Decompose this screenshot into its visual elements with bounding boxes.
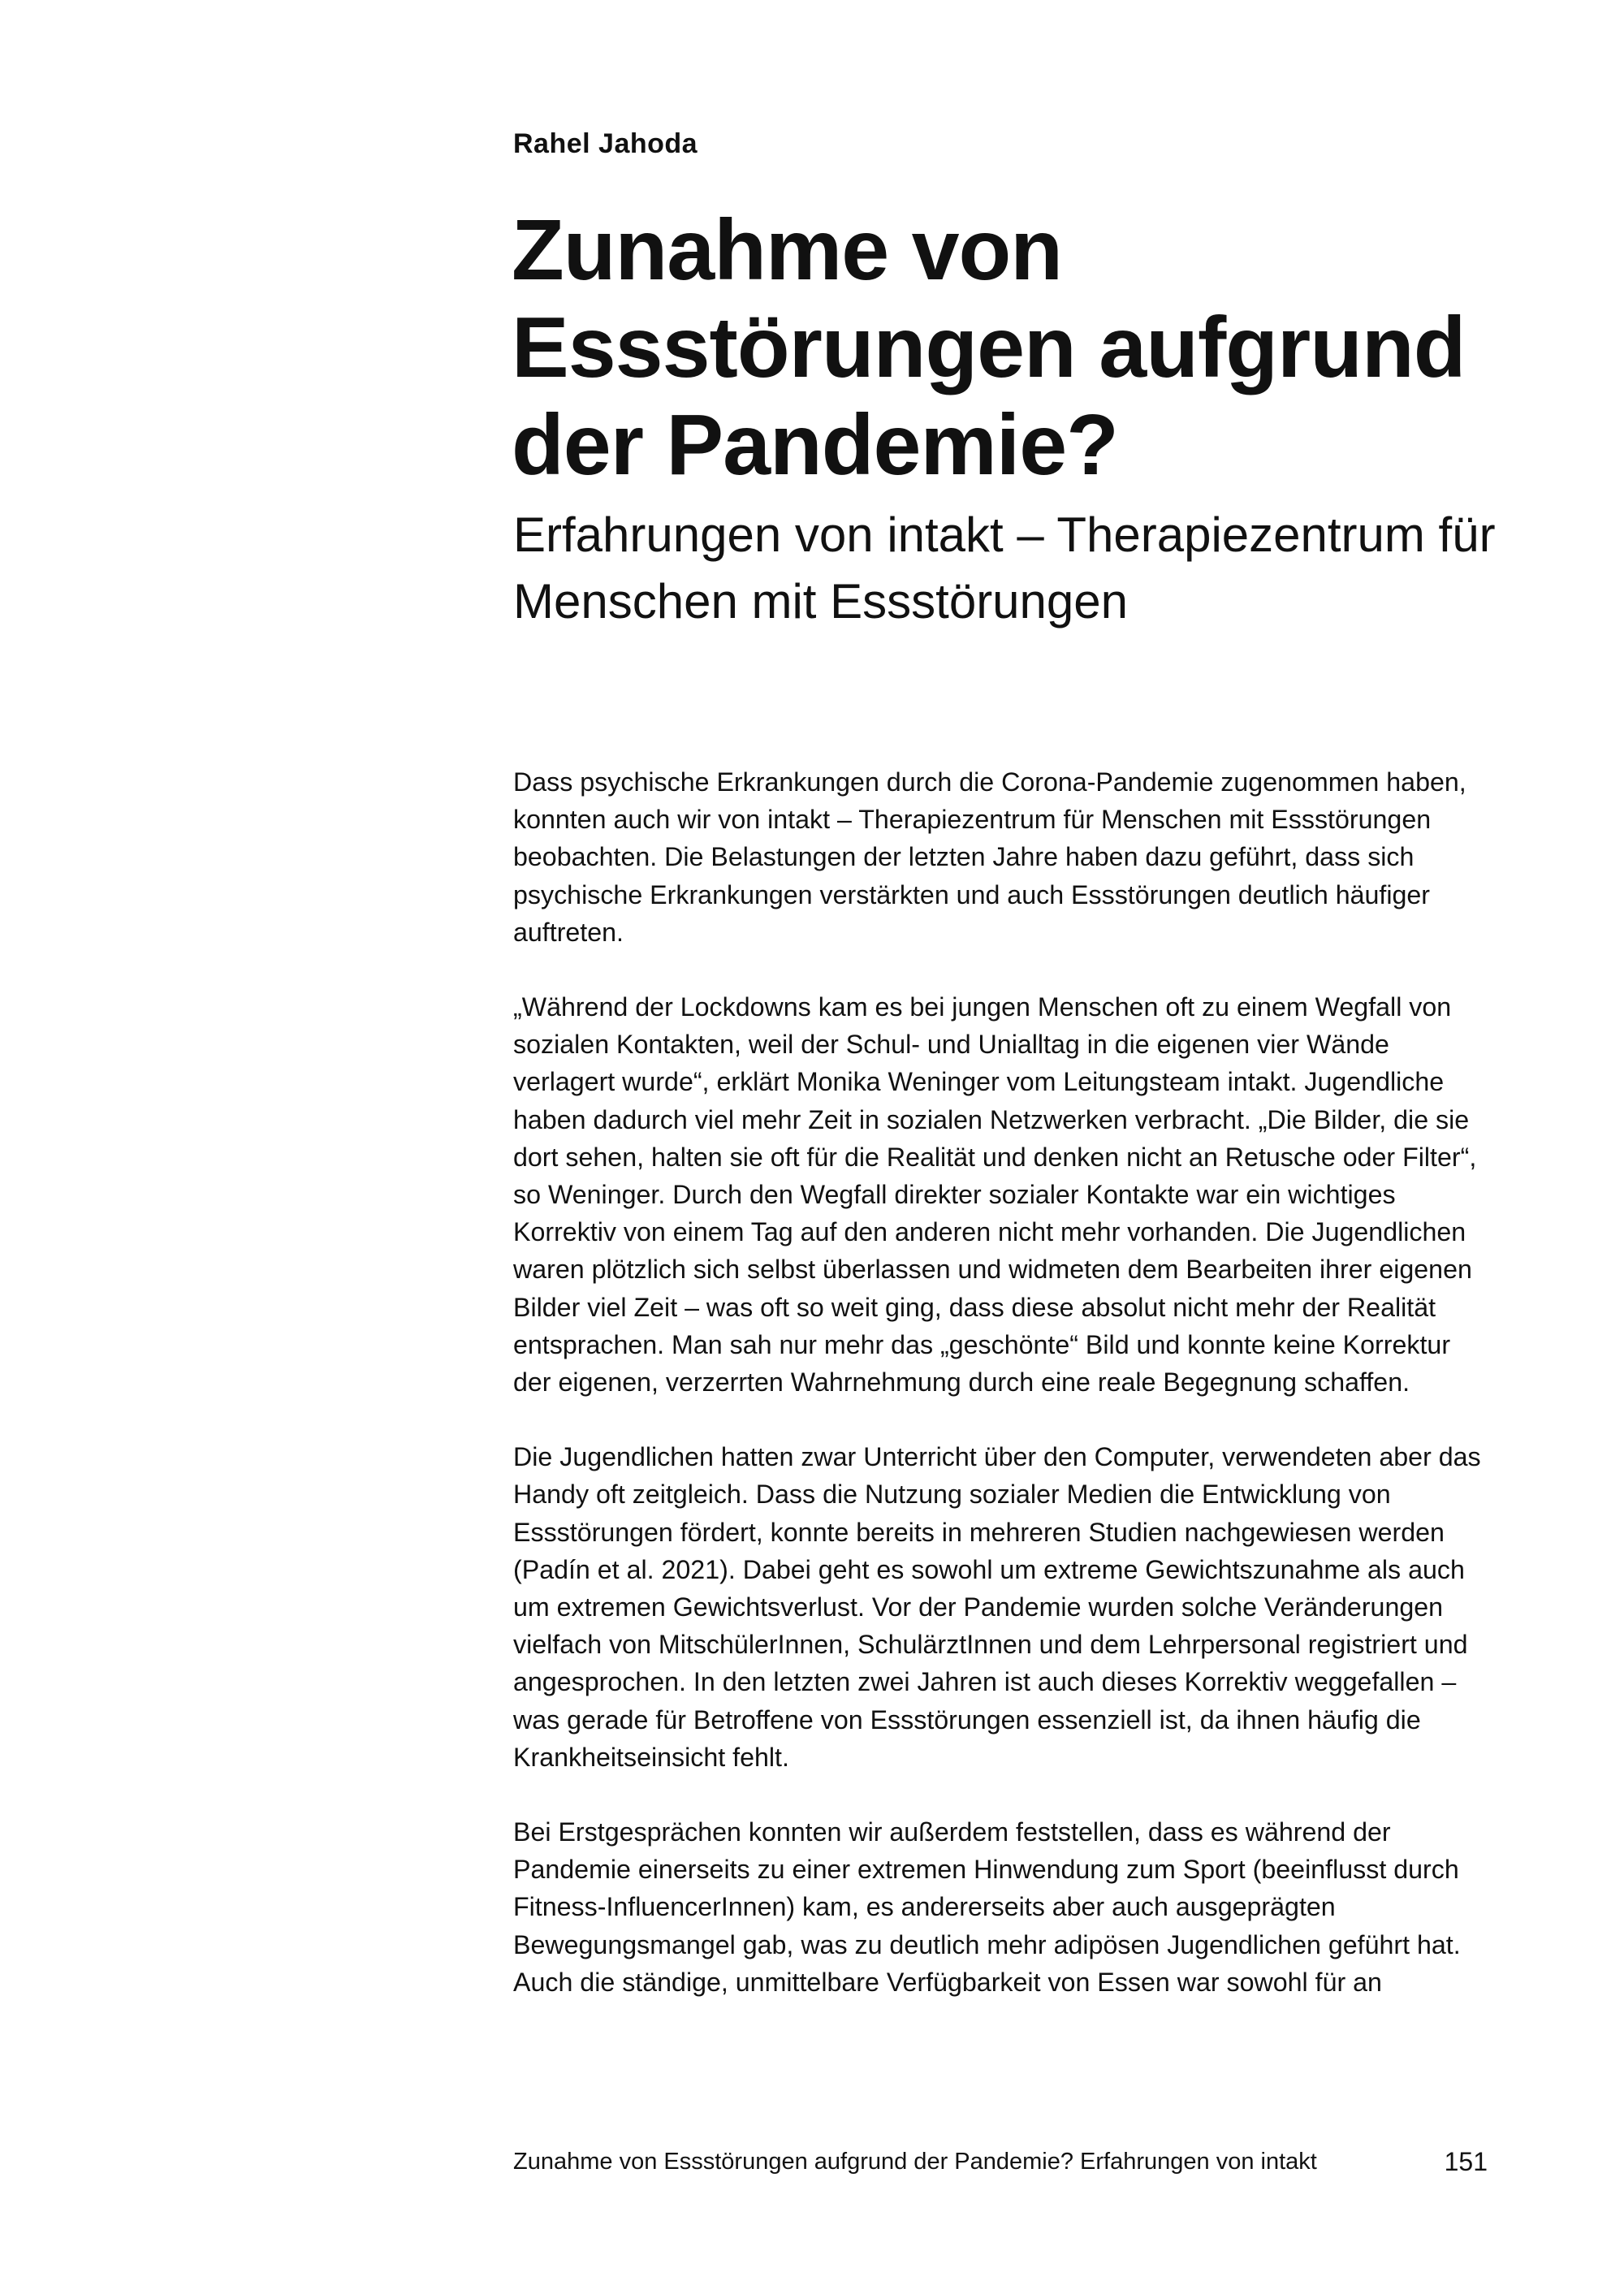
body-paragraph: Dass psychische Erkrankungen durch die Corona-Pandemie zugenommen haben, konnten auch wir von intakt – Therapiezentrum für Menschen mit Essstörungen beobachten. Die Belastungen der letzten Jahre haben dazu geführt, dass sich psychische Erkrankungen verstärkten und auch Essstörungen deutlich häufiger auftreten. [513,767,1466,947]
page-footer [513,2144,1488,2179]
article-body [513,763,1481,2038]
article-title: Zunahme von Essstörungen aufgrund der Pandemie? [512,202,1466,493]
page-number: 151 [1444,2147,1488,2176]
body-paragraph: „Während der Lockdowns kam es bei jungen Menschen oft zu einem Wegfall von sozialen Kontakten, weil der Schul- und Unialltag in die eigenen vier Wände verlagert wurde“, erklärt Monika Weninger vom Leitungsteam intakt. Jugendliche haben dadurch viel mehr Zeit in sozialen Netzwerken verbracht. „Die Bilder, die sie dort sehen, halten sie oft für die Realität und denken nicht an Retusche oder Filter“, so Weninger. Durch den Wegfall direkter sozialer Kontakte war ein wichtiges Korrektiv von einem Tag auf den anderen nicht mehr vorhanden. Die Jugendlichen waren plötzlich sich selbst überlassen und widmeten dem Bearbeiten ihrer eigenen Bilder viel Zeit – was oft so weit ging, dass diese absolut nicht mehr der Realität entsprachen. Man sah nur mehr das „geschönte“ Bild und konnte keine Korrektur der eigenen, verzerrten Wahrnehmung durch eine reale Begegnung schaffen. [513,992,1477,1398]
author-name: Rahel Jahoda [513,128,698,159]
running-title: Zunahme von Essstörungen aufgrund der Pandemie? Erfahrungen von intakt [513,2149,1317,2175]
body-paragraph: Bei Erstgesprächen konnten wir außerdem feststellen, dass es während der Pandemie einerseits zu einer extremen Hinwendung zum Sport (beeinflusst durch Fitness-InfluencerInnen) kam, es andererseits aber auch ausgeprägten Bewegungsmangel gab, was zu deutlich mehr adipösen Jugendlichen geführt hat. Auch die ständige, unmittelbare Verfügbarkeit von Essen war sowohl für an [513,1817,1461,1997]
article-subtitle: Erfahrungen von intakt – Therapiezentrum für Menschen mit Essstörungen [513,508,1496,629]
body-paragraph: Die Jugendlichen hatten zwar Unterricht über den Computer, verwendeten aber das Handy oft zeitgleich. Dass die Nutzung sozialer Medien die Entwicklung von Essstörungen fördert, konnte bereits in mehreren Studien nachgewiesen werden (Padín et al. 2021). Dabei geht es sowohl um extreme Gewichtszunahme als auch um extremen Gewichtsverlust. Vor der Pandemie wurden solche Veränderungen vielfach von MitschülerInnen, SchulärztInnen und dem Lehrpersonal registriert und angesprochen. In den letzten zwei Jahren ist auch dieses Korrektiv weggefallen – was gerade für Betroffene von Essstörungen essenziell ist, da ihnen häufig die Krankheitseinsicht fehlt. [513,1442,1481,1772]
